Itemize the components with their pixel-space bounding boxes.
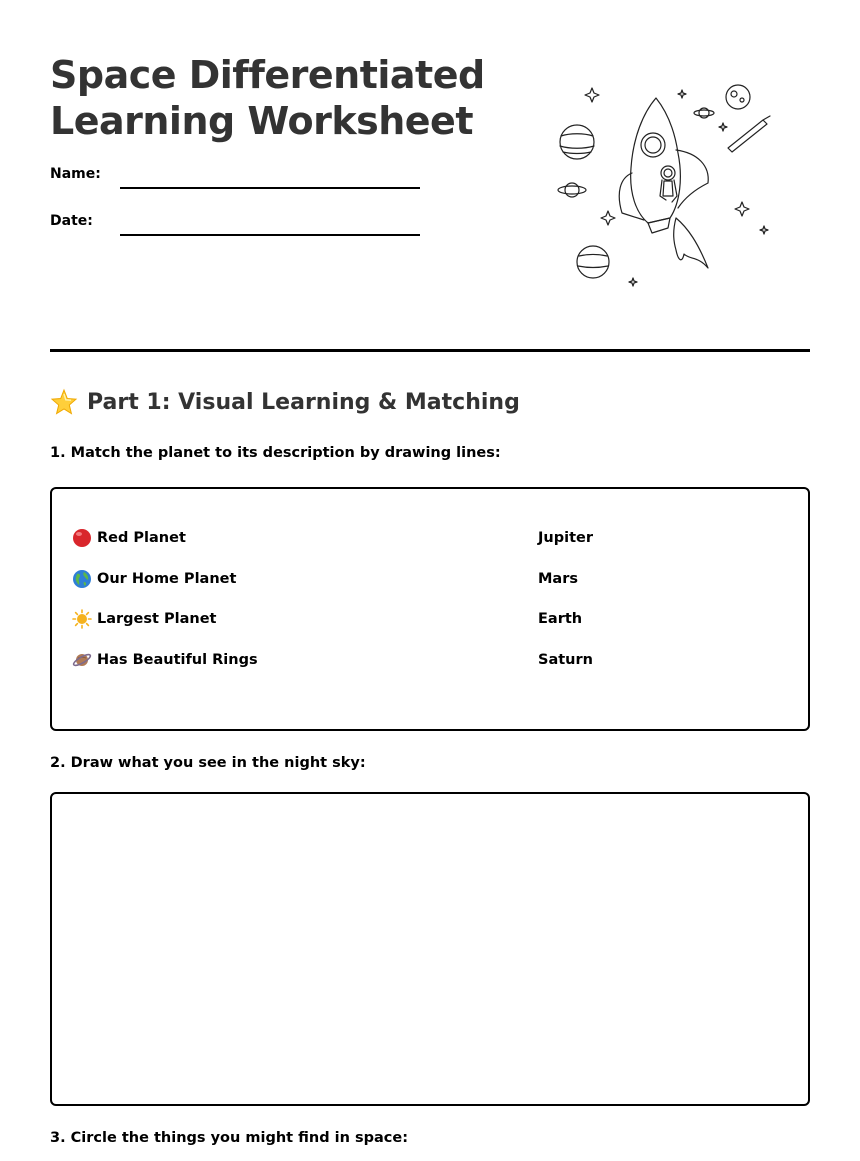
red-circle-icon: [72, 528, 92, 548]
match-description: Our Home Planet: [97, 571, 237, 587]
date-label: Date:: [50, 213, 93, 229]
match-description: Largest Planet: [97, 611, 217, 627]
section-divider: [50, 349, 810, 352]
match-row: [72, 527, 772, 549]
match-row: [72, 649, 772, 671]
question-1: 1. Match the planet to its description by drawing lines:: [50, 445, 501, 461]
star-icon: [50, 388, 78, 416]
part1-heading: [50, 388, 520, 416]
match-planet: Earth: [538, 611, 583, 627]
match-description: Red Planet: [97, 530, 186, 546]
part1-heading-text: Part 1: Visual Learning & Matching: [87, 389, 520, 415]
match-description: Has Beautiful Rings: [97, 652, 258, 668]
match-planet: Jupiter: [538, 530, 593, 546]
date-field[interactable]: [120, 234, 420, 236]
sun-icon: [72, 609, 92, 629]
name-label: Name:: [50, 166, 101, 182]
globe-icon: [72, 569, 92, 589]
worksheet-title: [50, 52, 490, 144]
title-line-2: Learning Worksheet: [50, 99, 473, 143]
match-planet: Saturn: [538, 652, 593, 668]
rocket-illustration: [548, 78, 778, 293]
match-row: [72, 608, 772, 630]
match-planet: Mars: [538, 571, 578, 587]
question-2: 2. Draw what you see in the night sky:: [50, 755, 366, 771]
drawing-area[interactable]: [50, 792, 810, 1106]
matching-box: [50, 487, 810, 731]
match-row: [72, 568, 772, 590]
title-line-1: Space Differentiated: [50, 53, 485, 97]
question-3: 3. Circle the things you might find in space:: [50, 1130, 409, 1146]
name-field[interactable]: [120, 187, 420, 189]
ringed-planet-icon: [72, 650, 92, 670]
